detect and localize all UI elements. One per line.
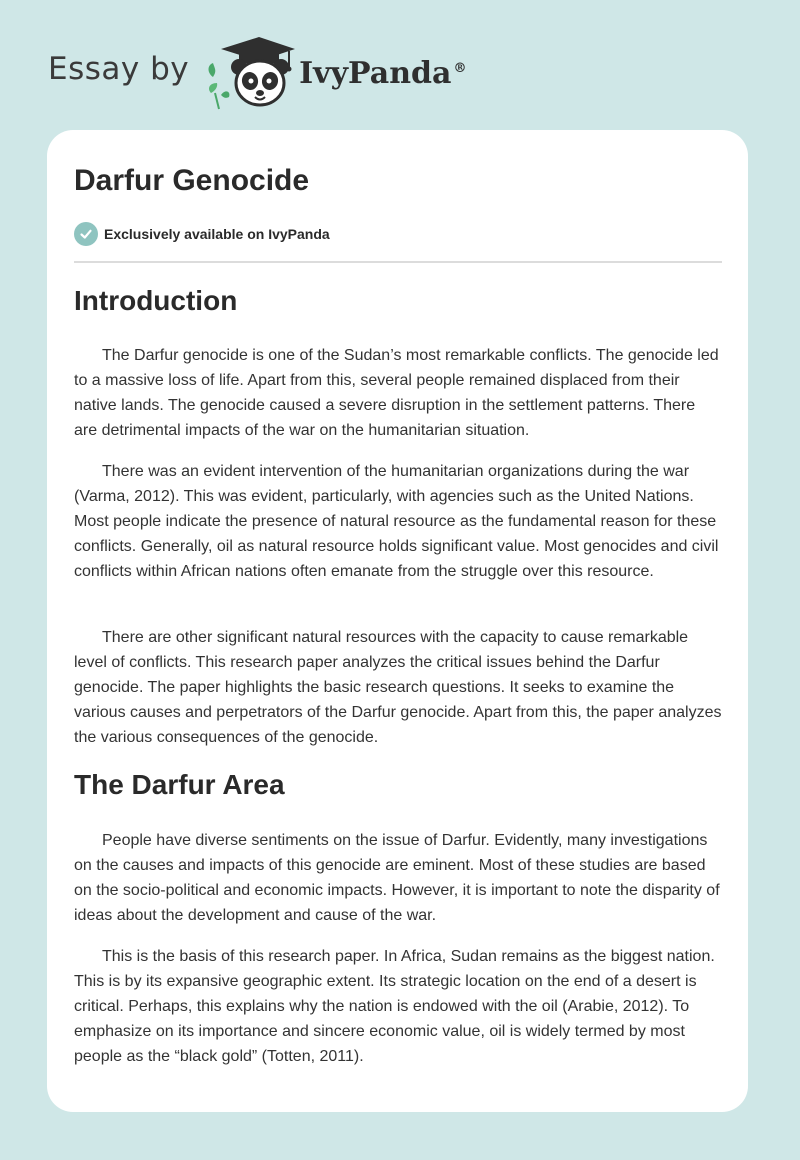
brand-name[interactable]: IvyPanda ® — [299, 55, 467, 91]
paragraph: The Darfur genocide is one of the Sudan’s most remarkable conflicts. The genocide led to a massive loss of life. Apart from this, several people remained displaced from their native lands. The genocide caused a severe disruption in the settlement patterns. There are detrimental impacts of the war on the humanitarian situation. — [74, 347, 719, 439]
essay-card — [47, 130, 748, 1112]
paragraph: People have diverse sentiments on the issue of Darfur. Evidently, many investigations on the causes and impacts of this genocide are eminent. Most of these studies are based on the socio-political and economic impacts. However, it is important to note the disparity of ideas about the development and cause of the war. — [74, 832, 720, 924]
panda-graduate-icon — [203, 33, 297, 111]
paragraph: There was an evident intervention of the humanitarian organizations during the war (Varma, 2012). This was evident, particularly, with agencies such as the United Nations. Most people indicate the presence of natural resource as the fundamental reason for these conflicts. Generally, oil as natural resource holds significant value. Most genocides and civil conflicts within African nations often emanate from the struggle over this resource. — [74, 463, 719, 580]
title-divider — [74, 261, 722, 263]
page-title: Darfur Genocide — [74, 164, 310, 197]
exclusive-label: Exclusively available on IvyPanda — [104, 226, 330, 242]
section-heading-introduction: Introduction — [74, 285, 238, 316]
check-icon — [74, 222, 98, 246]
header-prefix: Essay by — [48, 51, 190, 87]
exclusive-badge — [74, 222, 330, 246]
section-heading-darfur-area: The Darfur Area — [74, 769, 285, 800]
site-header — [48, 32, 466, 112]
paragraph: This is the basis of this research paper. In Africa, Sudan remains as the biggest nation. This is by its expansive geographic extent. Its strategic location on the end of a desert is critical. Perhaps, this explains why the nation is endowed with the oil (Arabie, 2012). To emphasize on its importance and sincere economic value, oil is widely termed by most people as the “black gold” (Totten, 2011). — [74, 948, 715, 1065]
paragraph: There are other significant natural resources with the capacity to cause remarkable level of conflicts. This research paper analyzes the critical issues behind the Darfur genocide. The paper highlights the basic research questions. It seeks to examine the various causes and perpetrators of the Darfur genocide. Apart from this, the paper analyzes the various consequences of the genocide. — [74, 629, 722, 746]
ivypanda-logo[interactable] — [203, 33, 297, 111]
